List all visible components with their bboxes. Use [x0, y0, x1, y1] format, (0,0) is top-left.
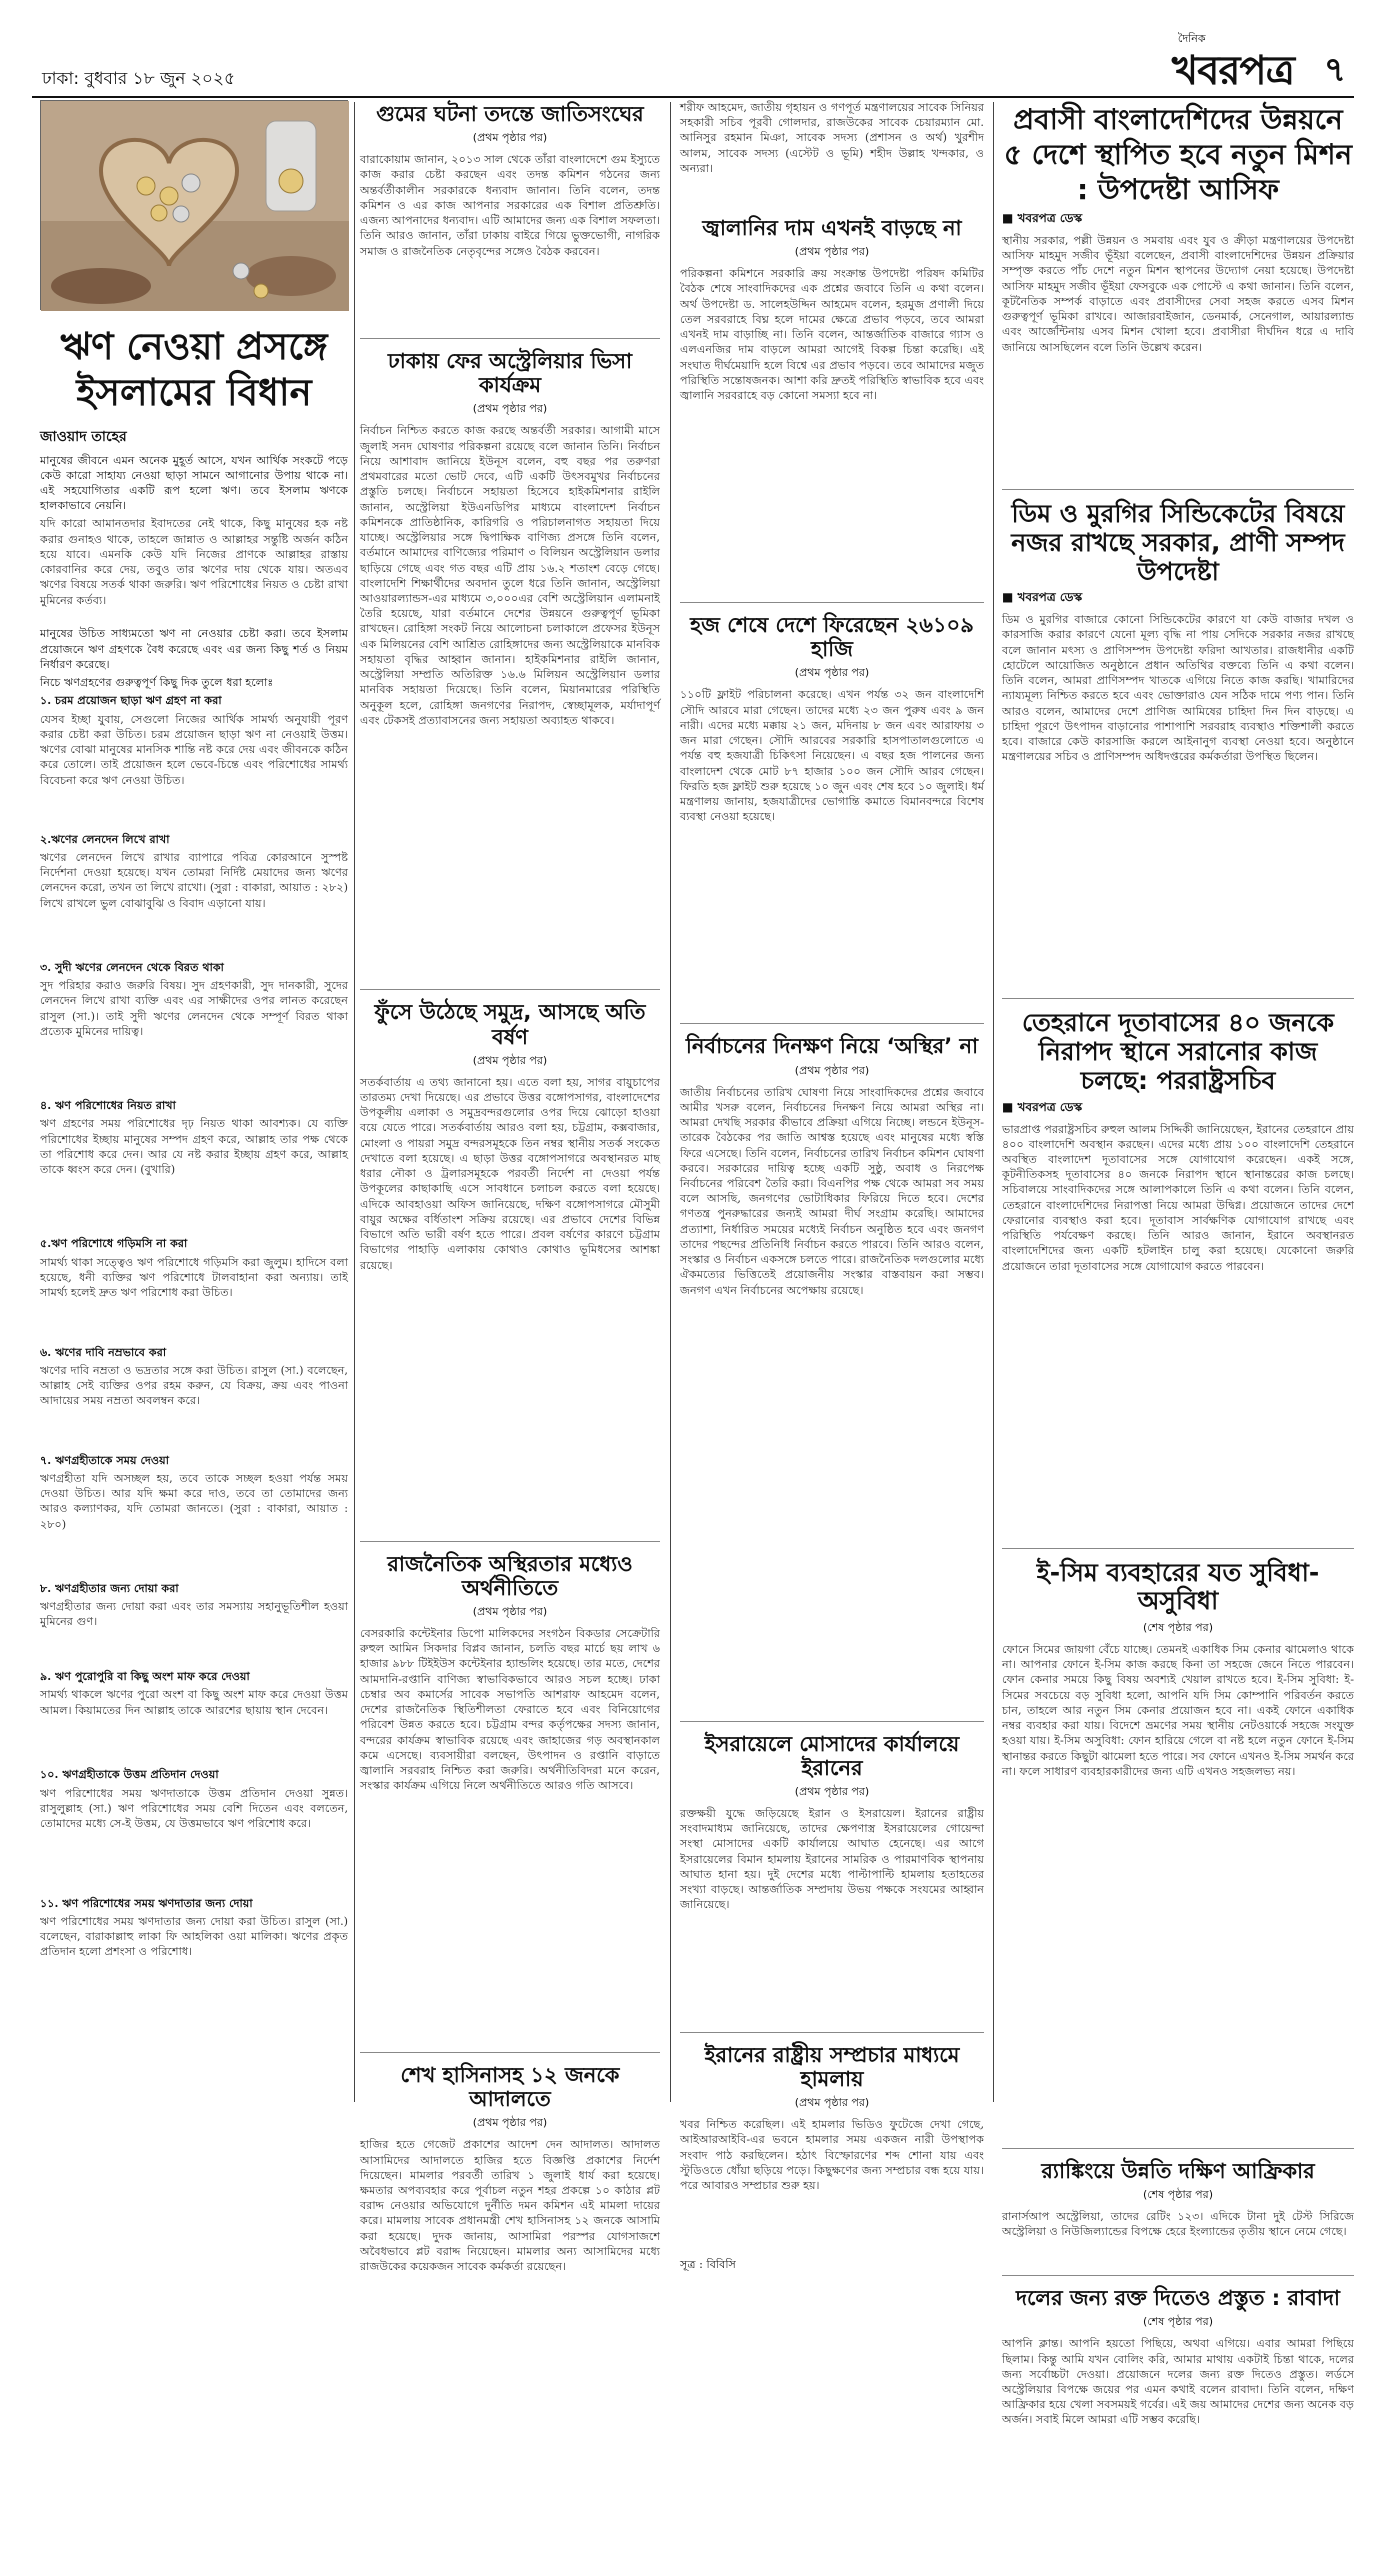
body-text: ঋণ পরিশোধের সময় ঋণদাতার জন্য দোয়া করা উচিত। রাসুল (সা.) বলেছেন, বারাকাল্লাহু লাকা ফি আহলিকা ওয়া মালিকা। ঋণের প্রকৃত প্রতিদান হলো প্রশংসা ও পরিশোধ।: [40, 1914, 348, 1959]
feature-subhead: ১. চরম প্রয়োজন ছাড়া ঋণ গ্রহণ না করা: [40, 693, 222, 708]
feature-byline: জাওয়াদ তাহের: [40, 428, 127, 445]
article-egg-chicken: [1002, 500, 1354, 999]
desk-credit: ■ খবরপত্র ডেস্ক: [1002, 590, 1083, 605]
article-source: সূত্র : বিবিসি: [680, 2258, 736, 2272]
body-text: সামর্থ্য থাকা সত্ত্বেও ঋণ পরিশোধে গড়িমসি করা জুলুম। হাদিসে বলা হয়েছে, ধনী ব্যক্তির ঋণ পরিশোধে টালবাহানা করা অন্যায়। তাই সামর্থ্য হলেই দ্রুত ঋণ পরিশোধ করা উচিত।: [40, 1255, 348, 1300]
body-text: বেসরকারি কন্টেইনার ডিপো মালিকদের সংগঠন বিকডার সেক্রেটারি রুহুল আমিন সিকদার বিপ্লব জানান, চলতি বছর মার্চে ছয় লাখ ৬ হাজার ৯৮৮ টিইইউস কন্টেইনার হ্যান্ডলিং হয়েছে। তার মতে, দেশের আমদানি-রপ্তানি বাণিজ্য স্বাভাবিকভাবে আরও সচল হচ্ছে। ঢাকা চেম্বার অব কমার্সের সাবেক সভাপতি আশরাফ আহমেদ বলেন, দেশের রাজনৈতিক স্থিতিশীলতা ফেরাতে হবে এবং বিনিয়োগের পরিবেশ উন্নত করতে হবে। চট্টগ্রাম বন্দর কর্তৃপক্ষের সদস্য জানান, বন্দরের কার্যক্রম স্বাভাবিক রয়েছে এবং জাহাজের গড় অবস্থানকাল কমে এসেছে। ব্যবসায়ীরা বলছেন, উৎপাদন ও রপ্তানি বাড়াতে জ্বালানি সরবরাহ নিশ্চিত করা জরুরি। অর্থনীতিবিদরা মনে করেন, সংস্কার কার্যক্রম এগিয়ে নিলে অর্থনীতিতে আরও গতি আসবে।: [360, 1626, 660, 1793]
continued-label: (প্রথম পৃষ্ঠার পর): [472, 131, 548, 145]
article-headline: ইসরায়েলে মোসাদের কার্যালয়ে ইরানের: [704, 1731, 960, 1780]
article-headline: জ্বালানির দাম এখনই বাড়ছে না: [702, 216, 962, 240]
article-headline: ই-সিম ব্যবহারের যত সুবিধা-অসুবিধা: [1036, 1557, 1320, 1616]
continued-label: (প্রথম পৃষ্ঠার পর): [794, 245, 870, 259]
feature-subhead: ৭. ঋণগ্রহীতাকে সময় দেওয়া: [40, 1452, 169, 1467]
body-text: সামর্থ্য থাকলে ঋণের পুরো অংশ বা কিছু অংশ মাফ করে দেওয়া উত্তম আমল। কিয়ামতের দিন আল্লাহ তাকে আরশের ছায়ায় স্থান দেবেন।: [40, 1688, 348, 1717]
column-rule: [354, 102, 355, 2102]
article-headline: রাজনৈতিক অস্থিরতার মধ্যেও অর্থনীতিতে: [387, 1551, 633, 1600]
article-headline: গুমের ঘটনা তদন্তে জাতিসংঘের: [376, 102, 644, 126]
article-expat-missions: [1002, 102, 1354, 490]
page-number: ৭: [1323, 50, 1346, 90]
body-text: সুদ পরিহার করাও জরুরি বিষয়। সুদ গ্রহণকারী, সুদ দানকারী, সুদের লেনদেন লিখে রাখা ব্যক্তি এবং এর সাক্ষীদের ওপর লানত করেছেন রাসুল (সা.)। তাই সুদী ঋণের লেনদেন থেকে সম্পূর্ণ বিরত থাকা প্রত্যেক মুমিনের দায়িত্ব।: [40, 979, 348, 1038]
article-hasina-court: [360, 2063, 660, 2443]
body-text: ঋণ গ্রহণের সময় পরিশোধের দৃঢ় নিয়ত থাকা আবশ্যক। যে ব্যক্তি পরিশোধের ইচ্ছায় মানুষের সম্পদ গ্রহণ করে, আল্লাহ তার পক্ষ থেকে তা পরিশোধ করে দেন। আর যে নষ্ট করার ইচ্ছায় গ্রহণ করে, আল্লাহ তাকে ধ্বংস করে দেন। (বুখারি): [40, 1117, 348, 1177]
body-text: পরিকল্পনা কমিশনে সরকারি ক্রয় সংক্রান্ত উপদেষ্টা পরিষদ কমিটির বৈঠক শেষে সাংবাদিকদের এক প্রশ্নের জবাবে তিনি এ কথা বলেন। অর্থ উপদেষ্টা ড. সালেহউদ্দিন আহমেদ বলেন, হরমুজ প্রণালী দিয়ে তেল সরবরাহে বিঘ্ন হলে দামের ক্ষেত্রে প্রভাব পড়বে, তবে আমরা এখনই দাম বাড়াচ্ছি না। তিনি বলেন, আন্তর্জাতিক বাজারে গ্যাস ও এলএনজির দাম বাড়লে আমরা আগেই বিকল্প চিন্তা করেছি। এই সংঘাত দীর্ঘমেয়াদি হলে বিশ্বে এর প্রভাব পড়বে। তবে আমাদের মজুত পরিস্থিতি সন্তোষজনক। আশা করি দ্রুতই পরিস্থিতি স্বাভাবিক হবে এবং জ্বালানি সরবরাহে বড় কোনো সমস্যা হবে না।: [680, 267, 984, 403]
article-rabada: [1002, 2286, 1354, 2562]
continued-label: (শেষ পৃষ্ঠার পর): [1142, 1621, 1213, 1634]
body-text: ঋণ পরিশোধের সময় ঋণদাতাকে উত্তম প্রতিদান দেওয়া সুন্নত। রাসুলুল্লাহ (সা.) ঋণ পরিশোধের সময় বেশি দিতেন এবং বলতেন, তোমাদের মধ্যে সে-ই উত্তম, যে উত্তমভাবে ঋণ পরিশোধ করে।: [40, 1786, 348, 1831]
continued-label: (প্রথম পৃষ্ঠার পর): [472, 402, 548, 416]
body-text: ডিম ও মুরগির বাজারে কোনো সিন্ডিকেটের কারণে যা কেউ বাজার দখল ও কারসাজি করার কারণে যেনো মূল্য বৃদ্ধি না পায় সেদিকে সরকার নজর রাখছে বলে জানান মৎস্য ও প্রাণিসম্পদ উপদেষ্টা ফরিদা আখতার। রাজধানীর একটি হোটেলে আয়োজিত অনুষ্ঠানে প্রধান অতিথির বক্তব্যে তিনি এ কথা বলেন। তিনি বলেন, আমরা প্রাণিসম্পদ খাতকে এগিয়ে নিতে কাজ করছি। খামারিদের ন্যায্যমূল্য নিশ্চিত করতে হবে এবং ভোক্তারাও যেন সঠিক দামে পণ্য পান। তিনি আরও বলেন, আমাদের দেশে প্রাণিজ আমিষের চাহিদা দিন দিন বাড়ছে। এ চাহিদা পূরণে উৎপাদন বাড়ানোর পাশাপাশি সরবরাহ ব্যবস্থাও শক্তিশালী করতে হবে। বাজারে কেউ কারসাজি করলে আইনানুগ ব্যবস্থা নেওয়া হবে। অনুষ্ঠানে মন্ত্রণালয়ের সচিব ও প্রাণিসম্পদ অধিদপ্তরের কর্মকর্তারা উপস্থিত ছিলেন।: [1002, 613, 1354, 764]
article-headline: প্রবাসী বাংলাদেশিদের উন্নয়নে ৫ দেশে স্থাপিত হবে নতুন মিশন : উপদেষ্টা আসিফ: [1003, 103, 1353, 206]
article-mossad-iran: [680, 1732, 984, 2033]
masthead: [32, 28, 1354, 98]
body-text: রক্তক্ষয়ী যুদ্ধে জড়িয়েছে ইরান ও ইসরায়েল। ইরানের রাষ্ট্রীয় সংবাদমাধ্যম জানিয়েছে, তাদের ক্ষেপণাস্ত্র ইসরায়েলের গোয়েন্দা সংস্থা মোসাদের একটি কার্যালয়ে আঘাত হেনেছে। এর আগে ইসরায়েলের বিমান হামলায় ইরানের সামরিক ও পারমাণবিক স্থাপনায় আঘাত হানা হয়। দুই দেশের মধ্যে পাল্টাপাল্টি হামলায় হতাহতের সংখ্যা বাড়ছে। আন্তর্জাতিক সম্প্রদায় উভয় পক্ষকে সংযমের আহ্বান জানিয়েছে।: [680, 1806, 984, 1912]
body-text: ফোনে সিমের জায়গা বেঁচে যাচ্ছে। তেমনই একাধিক সিম কেনার ঝামেলাও থাকে না। আপনার ফোনে ই-সিম কাজ করছে কিনা তা সহজে জেনে নিতে পারবেন। ফোন কেনার সময়ে কিছু বিষয় অবশ্যই খেয়াল রাখতে হবে। ই-সিম সুবিধা: ই-সিমের সবচেয়ে বড় সুবিধা হলো, আপনি যদি সিম কোম্পানি পরিবর্তন করতে চান, তাহলে আর নতুন সিম কেনার প্রয়োজন হবে না। একই ফোনে একাধিক নম্বর ব্যবহার করা যায়। বিদেশে ভ্রমণের সময় স্থানীয় নেটওয়ার্কে সহজে সংযুক্ত হওয়া যায়। ই-সিম অসুবিধা: ফোন হারিয়ে গেলে বা নষ্ট হলে নতুন ফোনে ই-সিম স্থানান্তর করতে কিছুটা ঝামেলা হতে পারে। সব ফোনে এখনও ই-সিম সমর্থন করে না। ফলে সাধারণ ব্যবহারকারীদের জন্য এটি এখনও সহজলভ্য নয়।: [1002, 1643, 1354, 1778]
logo-text: খবরপত্র: [1171, 48, 1294, 94]
article-australia-visa: [360, 349, 660, 990]
article-headline: ঢাকায় ফের অস্ট্রেলিয়ার ভিসা কার্যক্রম: [387, 349, 633, 398]
logo-tagline: দৈনিক: [1177, 32, 1206, 45]
article-headline: ইরানের রাষ্ট্রীয় সম্প্রচার মাধ্যমে হামলায়: [704, 2042, 960, 2091]
desk-credit: ■ খবরপত্র ডেস্ক: [1002, 1099, 1083, 1114]
article-south-africa-ranking: [1002, 2159, 1354, 2276]
article-economy: [360, 1552, 660, 2053]
newspaper-logo: [1172, 30, 1294, 93]
article-headline: দলের জন্য রক্ত দিতেও প্রস্তুত : রাবাদা: [1015, 2286, 1341, 2311]
feature-photo: [40, 100, 348, 310]
feature-subhead: ৯. ঋণ পুরোপুরি বা কিছু অংশ মাফ করে দেওয়া: [40, 1669, 250, 1684]
column-2: [360, 100, 660, 2274]
feature-subhead: ১১. ঋণ পরিশোধের সময় ঋণদাতার জন্য দোয়া: [40, 1895, 253, 1910]
body-text: স্থানীয় সরকার, পল্লী উন্নয়ন ও সমবায় এবং যুব ও ক্রীড়া মন্ত্রণালয়ের উপদেষ্টা আসিফ মাহমুদ সজীব ভূঁইয়া বলেছেন, প্রবাসী বাংলাদেশিদের উন্নয়ন প্রক্রিয়ার সম্পৃক্ত করতে পাঁচ দেশে নতুন মিশন স্থাপনের উদ্যোগ নেয়া হয়েছে। উপদেষ্টা আসিফ মাহমুদ সজীব ভূঁইয়া ফেসবুকে এক পোস্টে এ কথা জানান। তিনি বলেন, কূটনৈতিক সম্পর্ক বাড়াতে এবং প্রবাসীদের সেবা সহজ করতে এসব মিশন গুরুত্বপূর্ণ ভূমিকা রাখবে। আজারবাইজান, ডেনমার্ক, সেনেগাল, আয়ারল্যান্ড এবং আর্জেন্টিনায় এসব মিশন খোলা হবে। প্রবাসীরা দীর্ঘদিন ধরে এ দাবি জানিয়ে আসছিলেন বলে তিনি উল্লেখ করেন।: [1002, 234, 1354, 354]
body-text: শরীফ আহমেদ, জাতীয় গৃহায়ন ও গণপূর্ত মন্ত্রণালয়ের সাবেক সিনিয়র সহকারী সচিব পূরবী গোলদার, রাজউকের সাবেক চেয়ারম্যান মো. আনিসুর রহমান মিঞা, সাবেক সদস্য (প্রশাসন ও অর্থ) খুরশীদ আলম, সাবেক সদস্য (এস্টেট ও ভূমি) শহীদ উল্লাহ খন্দকার, ও অন্যরা।: [680, 101, 984, 175]
article-headline: শেখ হাসিনাসহ ১২ জনকে আদালতে: [400, 2062, 620, 2112]
continued-label: (প্রথম পৃষ্ঠার পর): [794, 2096, 870, 2110]
feature-subhead: ১০. ঋণগ্রহীতাকে উত্তম প্রতিদান দেওয়া: [40, 1767, 219, 1782]
continued-label: (শেষ পৃষ্ঠার পর): [1142, 2188, 1213, 2202]
body-text: বারাকোয়াম জানান, ২০১৩ সাল থেকে তাঁরা বাংলাদেশে গুম ইস্যুতে কাজ করার চেষ্টা করছেন এবং তদন্ত কমিশন গঠনের জন্য অন্তর্বর্তীকালীন সরকারকে ধন্যবাদ জানান। তিনি বলেন, তদন্ত কমিশন ও এর কাজ আপনার সরকারের এক বিশাল প্রতিশ্রুতি। এজন্য আপনাদের ধন্যবাদ। এটি আমাদের জন্য এক বিশাল সফলতা। তিনি আরও জানান, তাঁরা ঢাকায় বাইরে গিয়ে ভুক্তভোগী, নাগরিক সমাজ ও রাজনৈতিক নেতৃবৃন্দের সঙ্গেও বৈঠক করবেন।: [360, 153, 660, 258]
column-rule: [670, 102, 671, 2102]
feature-subhead: ৪. ঋণ পরিশোধের নিয়ত রাখা: [40, 1098, 176, 1113]
continued-label: (প্রথম পৃষ্ঠার পর): [794, 1063, 870, 1077]
body-text: ঋণের লেনদেন লিখে রাখার ব্যাপারে পবিত্র কোরআনে সুস্পষ্ট নির্দেশনা দেওয়া হয়েছে। যখন তোমরা নির্দিষ্ট মেয়াদের জন্য ঋণের লেনদেন করো, তখন তা লিখে রাখো। (সুরা : বাকারা, আয়াত : ২৮২) লিখে রাখলে ভুল বোঝাবুঝি ও বিবাদ এড়ানো যায়।: [40, 850, 348, 910]
feature-subhead: ৫.ঋণ পরিশোধে গড়িমসি না করা: [40, 1236, 188, 1251]
issue-date: ঢাকা: বুধবার ১৮ জুন ২০২৫: [42, 69, 236, 89]
article-un-disappearance: [360, 102, 660, 339]
body-text: আপনি ক্লান্ত। আপনি হয়তো পিছিয়ে, অথবা এগিয়ে। এবার আমরা পিছিয়ে ছিলাম। কিন্তু আমি যখন বোলিং করি, আমার মাথায় একটাই চিন্তা থাকে, দলের জন্য সর্বোচ্চটা দেওয়া। প্রয়োজনে দলের জন্য রক্ত দিতেও প্রস্তুত। লর্ডসে অস্ট্রেলিয়ার বিপক্ষে জয়ের পর এমন কথাই বলেন রাবাদা। তিনি বলেন, দক্ষিণ আফ্রিকার হয়ে খেলা সবসময়ই গর্বের। এই জয় আমাদের দেশের জন্য অনেক বড় অর্জন। সবাই মিলে আমরা এটি সম্ভব করেছি।: [1002, 2337, 1354, 2427]
column-rule: [993, 102, 994, 2102]
body-text: ঋণের দাবি নম্রতা ও ভদ্রতার সঙ্গে করা উচিত। রাসুল (সা.) বলেছেন, আল্লাহ সেই ব্যক্তির ওপর রহম করুন, যে বিক্রয়, ক্রয় এবং পাওনা আদায়ের সময় নম্রতা অবলম্বন করে।: [40, 1363, 348, 1408]
body-text: সতর্কবার্তায় এ তথ্য জানানো হয়। এতে বলা হয়, সাগর বায়ুচাপের তারতম্য দেখা দিয়েছে। এর প্রভাবে উত্তর বঙ্গোপসাগর, বাংলাদেশের উপকূলীয় এলাকা ও সমুদ্রবন্দরগুলোর ওপর দিয়ে ঝোড়ো হাওয়া বয়ে যেতে পারে। সতর্কবার্তায় আরও বলা হয়, চট্টগ্রাম, কক্সবাজার, মোংলা ও পায়রা সমুদ্র বন্দরসমূহকে তিন নম্বর স্থানীয় সতর্ক সংকেত দেখাতে বলা হয়েছে। এ ছাড়া উত্তর বঙ্গোপসাগরে অবস্থানরত মাছ ধরার নৌকা ও ট্রলারসমূহকে পরবর্তী নির্দেশ না দেওয়া পর্যন্ত উপকূলের কাছাকাছি এসে সাবধানে চলাচল করতে বলা হয়েছে। এদিকে আবহাওয়া অফিস জানিয়েছে, দক্ষিণ বঙ্গোপসাগরে মৌসুমী বায়ুর অক্ষের বর্ধিতাংশ সক্রিয় রয়েছে। এর প্রভাবে দেশের বিভিন্ন বিভাগে অতি ভারী বর্ষণ হতে পারে। প্রবল বর্ষণের কারণে চট্টগ্রাম বিভাগের পাহাড়ি এলাকায় কোথাও কোথাও ভূমিধসের আশঙ্কা রয়েছে।: [360, 1075, 660, 1272]
body-text: জাতীয় নির্বাচনের তারিখ ঘোষণা নিয়ে সাংবাদিকদের প্রশ্নের জবাবে আমীর খসরু বলেন, নির্বাচনের দিনক্ষণ নিয়ে আমরা অস্থির না। আমরা দেখছি সরকার কীভাবে প্রক্রিয়া এগিয়ে নিচ্ছে। লন্ডনে ইউনূস-তারেক বৈঠকের পর জাতি আশ্বস্ত হয়েছে এবং মানুষের মধ্যে স্বস্তি ফিরে এসেছে। তিনি বলেন, নির্বাচনের তারিখ নির্বাচন কমিশন ঘোষণা করবে। সরকারের দায়িত্ব হচ্ছে একটি সুষ্ঠু, অবাধ ও নিরপেক্ষ নির্বাচনের পরিবেশ তৈরি করা। বিএনপির পক্ষ থেকে আমরা সব সময় বলে আসছি, জনগণের ভোটাধিকার ফিরিয়ে দিতে হবে। দেশের গণতন্ত্র পুনরুদ্ধারের জন্যই আমরা দীর্ঘ সংগ্রাম করেছি। আমাদের প্রত্যাশা, নির্ধারিত সময়ের মধ্যেই নির্বাচন অনুষ্ঠিত হবে এবং জনগণ তাদের পছন্দের প্রতিনিধি নির্বাচন করতে পারবে। তিনি আরও বলেন, সংস্কার ও নির্বাচন একসঙ্গে চলতে পারে। রাজনৈতিক দলগুলোর মধ্যে ঐকমত্যের ভিত্তিতেই প্রয়োজনীয় সংস্কার বাস্তবায়ন করা সম্ভব। জনগণ এখন নির্বাচনের অপেক্ষায় রয়েছে।: [680, 1085, 984, 1297]
body-text: যদি কারো আমানতদার ইবাদতের নেই থাকে, কিছু মানুষের হক নষ্ট করার গুনাহও থাকে, তাহলে জান্নাত ও আল্লাহর সন্তুষ্টি অর্জন কঠিন হয়ে যাবে। এমনকি কেউ যদি নিজের প্রাণকে আল্লাহর রাস্তায় কোরবানির করে দেয়, তবুও তার ঋণের দায় থেকে যায়। অতএব ঋণের বিষয়ে সতর্ক থাকা জরুরি। ঋণ পরিশোধের নিয়ত ও চেষ্টা রাখা মুমিনের কর্তব্য।: [40, 517, 348, 607]
body-text: ভারপ্রাপ্ত পররাষ্ট্রসচিব রুহুল আলম সিদ্দিকী জানিয়েছেন, ইরানের তেহরানে প্রায় ৪০০ বাংলাদেশি অবস্থান করছেন। এদের মধ্যে প্রায় ১০০ বাংলাদেশি তেহরানে অবস্থিত বাংলাদেশ দূতাবাসের সঙ্গে যোগাযোগ করেছেন। একই সঙ্গে, কূটনীতিকসহ দূতাবাসের ৪০ জনকে নিরাপদ স্থানে স্থানান্তরের কাজ চলছে। সচিবালয়ে সাংবাদিকদের সঙ্গে আলাপকালে তিনি এ কথা বলেন। তিনি বলেন, তেহরানে বাংলাদেশিদের নিরাপত্তা নিয়ে আমরা উদ্বিগ্ন। প্রয়োজনে তাদের দেশে ফেরানোর ব্যবস্থাও করা হবে। দূতাবাস সার্বক্ষণিক যোগাযোগ রাখছে এবং পরিস্থিতি পর্যবেক্ষণ করছে। তিনি আরও জানান, ইরানে অবস্থানরত বাংলাদেশিদের জন্য একটি হটলাইন চালু করা হয়েছে। যেকোনো জরুরি প্রয়োজনে তারা দূতাবাসের সঙ্গে যোগাযোগ করতে পারবেন।: [1002, 1122, 1354, 1273]
body-text: যেসব ইচ্ছা যুবায়, সেগুলো নিজের আর্থিক সামর্থ্য অনুযায়ী পূরণ করার চেষ্টা করা উচিত। চরম প্রয়োজন ছাড়া ঋণ না নেওয়াই উত্তম। ঋণের বোঝা মানুষের মানসিক শান্তি নষ্ট করে দেয় এবং জীবনকে কঠিন করে তোলে। তাই প্রয়োজন হলে ভেবে-চিন্তে এবং পরিশোধের সামর্থ্য বিবেচনা করে ঋণ নেওয়া উচিত।: [40, 712, 348, 787]
body-text: রানার্সআপ অস্ট্রেলিয়া, তাদের রেটিং ১২৩। এদিকে টানা দুই টেস্ট সিরিজে অস্ট্রেলিয়া ও নিউজিল্যান্ডের বিপক্ষে হেরে ইংল্যান্ডের তৃতীয় স্থানে নেমে গেছে।: [1002, 2210, 1354, 2239]
body-text: খবর নিশ্চিত করেছিল। এই হামলার ভিডিও ফুটেজে দেখা গেছে, আইআরআইবি-এর ভবনে হামলার সময় একজন নারী উপস্থাপক সংবাদ পাঠ করছিলেন। হঠাৎ বিস্ফোরণের শব্দ শোনা যায় এবং স্টুডিওতে ধোঁয়া ছড়িয়ে পড়ে। কিছুক্ষণের জন্য সম্প্রচার বন্ধ হয়ে যায়। পরে আবারও সম্প্রচার শুরু হয়।: [680, 2118, 984, 2193]
body-text: ঋণগ্রহীতা যদি অসচ্ছল হয়, তবে তাকে সচ্ছল হওয়া পর্যন্ত সময় দেওয়া উচিত। আর যদি ক্ষমা করে দাও, তবে তা তোমাদের জন্য আরও কল্যাণকর, যদি তোমরা জানতে। (সুরা : বাকারা, আয়াত : ২৮০): [40, 1472, 348, 1531]
article-headline: তেহরানে দূতাবাসের ৪০ জনকে নিরাপদ স্থানে সরানোর কাজ চলছে: পররাষ্ট্রসচিব: [1021, 1008, 1335, 1095]
article-fuel-price: [680, 216, 984, 603]
feature-paragraph: নিচে ঋণগ্রহণের গুরুত্বপূর্ণ কিছু দিক তুলে ধরা হলোঃ: [40, 676, 274, 690]
coins-heart-illustration: [41, 101, 349, 311]
body-text: হাজির হতে গেজেট প্রকাশের আদেশ দেন আদালত। আদালত আসামিদের আদালতে হাজির হতে বিজ্ঞপ্তি প্রকাশের নির্দেশ দিয়েছেন। মামলার পরবর্তী তারিখ ১ জুলাই ধার্য করা হয়েছে। ক্ষমতার অপব্যবহার করে পূর্বাচল নতুন শহর প্রকল্পে ১০ কাঠার প্লট বরাদ্দ নেওয়ার অভিযোগে দুর্নীতি দমন কমিশন এই মামলা দায়ের করে। মামলায় সাবেক প্রধানমন্ত্রী শেখ হাসিনাসহ ১২ জনকে আসামি করা হয়েছে। দুদক জানায়, আসামিরা পরস্পর যোগসাজশে অবৈধভাবে প্লট বরাদ্দ নিয়েছেন। মামলার অন্য আসামিদের মধ্যে রাজউকের কয়েকজন সাবেক কর্মকর্তা রয়েছেন।: [360, 2138, 660, 2274]
feature-paragraph: মানুষের উচিত সাধ্যমতো ঋণ না নেওয়ার চেষ্টা করা। তবে ইসলাম প্রয়োজনে ঋণ গ্রহণকে বৈধ করেছে এবং এর জন্য কিছু শর্ত ও নিয়ম নির্ধারণ করেছে।: [40, 627, 348, 671]
column-1: [40, 100, 348, 2110]
feature-subhead: ৬. ঋণের দাবি নম্রভাবে করা: [40, 1344, 167, 1359]
article-headline: নির্বাচনের দিনক্ষণ নিয়ে ‘অস্থির’ না: [685, 1034, 979, 1059]
article-headline: র‌্যাঙ্কিংয়ে উন্নতি দক্ষিণ আফ্রিকার: [1041, 2159, 1315, 2183]
body-text: নির্বাচন নিশ্চিত করতে কাজ করছে অন্তর্বর্তী সরকার। আগামী মাসে জুলাই সনদ ঘোষণার পরিকল্পনা রয়েছে বলে জানান তিনি। নির্বাচন নিয়ে আশাবাদ জানিয়ে ইউনূস বলেন, বহু বছর পর তরুণরা প্রথমবারের মতো ভোট দেবে, এটি একটি উৎসবমুখর নির্বাচনের প্রস্তুতি চলছে। নির্বাচনে সহায়তা হিসেবে হাইকমিশনার রাইলি জানান, অস্ট্রেলিয়া ইউএনডিপির মাধ্যমে বাংলাদেশ নির্বাচন কমিশনকে প্রাতিষ্ঠানিক, কারিগরি ও পরিচালনাগত সহায়তা দিয়ে যাচ্ছে। অস্ট্রেলিয়ার সঙ্গে দ্বিপাক্ষিক বাণিজ্য প্রসঙ্গে তিনি বলেন, বর্তমানে আমাদের বাণিজ্যের পরিমাণ ৩ বিলিয়ন অস্ট্রেলিয়ান ডলার ছাড়িয়ে গেছে এবং গত বছর এটি প্রায় ১৬.২ শতাংশ বেড়ে গেছে। বাংলাদেশি শিক্ষার্থীদের অবদান তুলে ধরে তিনি জানান, অস্ট্রেলিয়া আওয়ারল্যান্ডস-এর মাধ্যমে ৩,০০০এর বেশি অস্ট্রেলিয়ান এলামনাই তৈরি হয়েছে, যারা বর্তমানে দেশের উন্নয়নে গুরুত্বপূর্ণ ভূমিকা রাখছেন। রোহিঙ্গা সংকট নিয়ে আলোচনা চলাকালে প্রফেসর ইউনূস এক মিলিয়নের বেশি আশ্রিত রোহিঙ্গাদের জন্য অস্ট্রেলিয়াকে মানবিক সহায়তা বৃদ্ধির আহ্বান জানান। হাইকমিশনার রাইলি জানান, অস্ট্রেলিয়া সম্প্রতি অতিরিক্ত ১৬.৬ মিলিয়ন অস্ট্রেলিয়ান ডলার মানবিক সহায়তা দিয়েছে। তিনি বলেন, মিয়ানমারের পরিস্থিতি অনুকূল হলে, রোহিঙ্গা জনগণের নিরাপদ, স্বেচ্ছামূলক, মর্যাদাপূর্ণ এবং টেকসই প্রত্যাবাসনের জন্য সহায়তা অব্যাহত থাকবে।: [360, 424, 660, 727]
article-election-date: [680, 1034, 984, 1721]
continued-label: (প্রথম পৃষ্ঠার পর): [472, 1604, 548, 1618]
continued-label: (প্রথম পৃষ্ঠার পর): [794, 1784, 870, 1798]
continued-label: (শেষ পৃষ্ঠার পর): [1142, 2315, 1213, 2329]
desk-credit: ■ খবরপত্র ডেস্ক: [1002, 211, 1083, 225]
feature-subhead: ৩. সুদী ঋণের লেনদেন থেকে বিরত থাকা: [40, 959, 224, 974]
article-headline: ফুঁসে উঠেছে সমুদ্র, আসছে অতি বর্ষণ: [374, 1000, 646, 1049]
continued-label: (প্রথম পৃষ্ঠার পর): [472, 2116, 548, 2130]
continued-label: (প্রথম পৃষ্ঠার পর): [794, 666, 870, 680]
article-headline: হজ শেষে দেশে ফিরেছেন ২৬১০৯ হাজি: [690, 613, 974, 662]
article-sea-rain: [360, 1000, 660, 1541]
continued-label: (প্রথম পৃষ্ঠার পর): [472, 1053, 548, 1067]
feature-subhead: ৮. ঋণগ্রহীতার জন্য দোয়া করা: [40, 1581, 179, 1596]
article-iran-broadcast: [680, 2043, 984, 2282]
column-3: [680, 100, 984, 2272]
feature-subhead: ২.ঋণের লেনদেন লিখে রাখা: [40, 831, 170, 846]
article-esim: [1002, 1559, 1354, 2150]
body-text: ১১০টি ফ্লাইট পরিচালনা করেছে। এখন পর্যন্ত ৩২ জন বাংলাদেশি সৌদি আরবে মারা গেছেন। তাদের মধ্যে ২৩ জন পুরুষ এবং ৯ জন নারী। এদের মধ্যে মক্কায় ২১ জন, মদিনায় ৮ জন এবং আরাফায় ৩ জন মারা গেছেন। সৌদি আরবের সরকারি হাসপাতালগুলোতে এ পর্যন্ত বহু হজযাত্রী চিকিৎসা নিয়েছেন। এ বছর হজ পালনের জন্য বাংলাদেশ থেকে মোট ৮৭ হাজার ১০০ জন সৌদি আরব গেছেন। ফিরতি হজ ফ্লাইট শুরু হয়েছে ১০ জুন এবং শেষ হবে ১০ জুলাই। ধর্ম মন্ত্রণালয় জানায়, হজযাত্রীদের ভোগান্তি কমাতে বিমানবন্দরে বিশেষ ব্যবস্থা নেওয়া হয়েছে।: [680, 688, 984, 824]
article-tehran-embassy: [1002, 1009, 1354, 1548]
article-hajj-return: [680, 613, 984, 1024]
body-text: ঋণগ্রহীতার জন্য দোয়া করা এবং তার সমস্যায় সহানুভূতিশীল হওয়া মুমিনের গুণ।: [40, 1600, 348, 1629]
column-4: [1002, 100, 1354, 2427]
feature-paragraph: মানুষের জীবনে এমন অনেক মুহূর্ত আসে, যখন আর্থিক সংকটে পড়ে কেউ কারো সাহায্য নেওয়া ছাড়া সামনে আগানোর উপায় থাকে না। এই সহযোগিতার একটি রূপ হলো ঋণ। তবে ইসলাম ঋণকে হালকাভাবে নেয়নি।: [40, 453, 348, 513]
article-headline: ডিম ও মুরগির সিন্ডিকেটের বিষয়ে নজর রাখছে সরকার, প্রাণী সম্পদ উপদেষ্টা: [1011, 499, 1345, 586]
feature-headline: ঋণ নেওয়া প্রসঙ্গে ইসলামের বিধান: [60, 325, 328, 415]
